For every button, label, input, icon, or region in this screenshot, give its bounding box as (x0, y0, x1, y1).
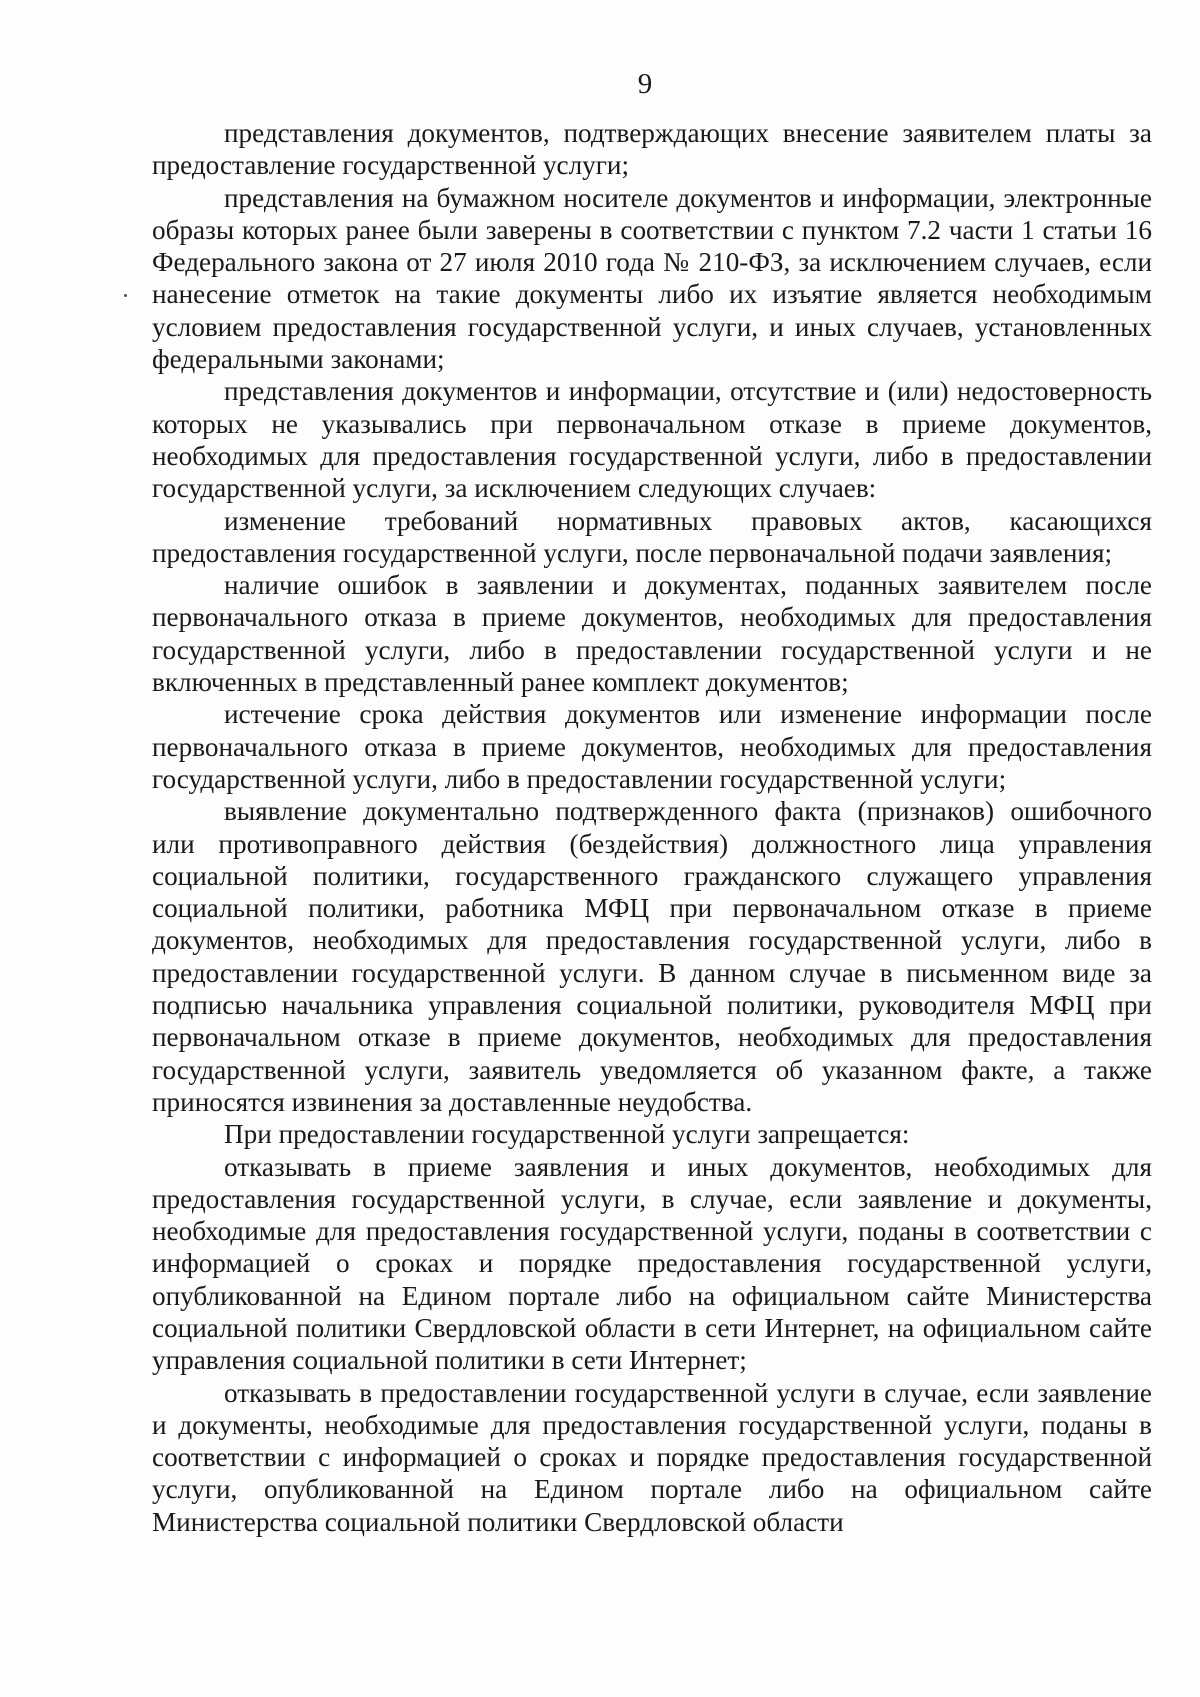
document-body (152, 117, 1152, 1538)
scan-speck (124, 294, 127, 297)
paragraph: представления документов, подтверждающих внесение заявителем платы за предоставление государственной услуги; (152, 118, 1152, 181)
paragraph: представления документов и информации, отсутствие и (или) недостоверность которых не указывались при первоначальном отказе в приеме документов, необходимых для предоставления государственной услуги, либо в предоставлении государственной услуги, за исключением следующих случаев: (152, 376, 1152, 504)
paragraph: отказывать в приеме заявления и иных документов, необходимых для предоставления государственной услуги, в случае, если заявление и документы, необходимые для предоставления государственной услуги, поданы в соответствии с информацией о сроках и порядке предоставления государственной услуги, опубликованной на Едином портале либо на официальном сайте Министерства социальной политики Свердловской области в сети Интернет, на официальном сайте управления социальной политики в сети Интернет; (152, 1151, 1152, 1376)
paragraph: выявление документально подтвержденного факта (признаков) ошибочного или противоправного действия (бездействия) должностного лица управления социальной политики, государственного гражданского служащего управления социальной политики, работника МФЦ при первоначальном отказе в приеме документов, необходимых для предоставления государственной услуги, либо в предоставлении государственной услуги. В данном случае в письменном виде за подписью начальника управления социальной политики, руководителя МФЦ при первоначальном отказе в приеме документов, необходимых для предоставления государственной услуги, заявитель уведомляется об указанном факте, а также приносятся извинения за доставленные неудобства. (152, 796, 1152, 1117)
paragraph: При предоставлении государственной услуги запрещается: (224, 1119, 910, 1150)
paragraph: наличие ошибок в заявлении и документах, поданных заявителем после первоначального отказа в приеме документов, необходимых для предоставления государственной услуги, либо в предоставлении государственной услуги и не включенных в представленный ранее комплект документов; (152, 570, 1152, 698)
page-number: 9 (637, 68, 653, 100)
paragraph: отказывать в предоставлении государственной услуги в случае, если заявление и документы, необходимые для предоставления государственной услуги, поданы в соответствии с информацией о сроках и порядке предоставления государственной услуги, опубликованной на Едином портале либо на официальном сайте Министерства социальной политики Свердловской области (152, 1377, 1152, 1537)
paragraph: представления на бумажном носителе документов и информации, электронные образы которых ранее были заверены в соответствии с пунктом 7.2 части 1 статьи 16 Федерального закона от 27 июля 2010 года № 210-ФЗ, за исключением случаев, если нанесение отметок на такие документы либо их изъятие является необходимым условием предоставления государственной услуги, и иных случаев, установленных федеральными законами; (152, 182, 1152, 375)
paragraph: изменение требований нормативных правовых актов, касающихся предоставления государственной услуги, после первоначальной подачи заявления; (152, 505, 1152, 568)
paragraph: истечение срока действия документов или изменение информации после первоначального отказа в приеме документов, необходимых для предоставления государственной услуги, либо в предоставлении государственной услуги; (152, 699, 1152, 794)
